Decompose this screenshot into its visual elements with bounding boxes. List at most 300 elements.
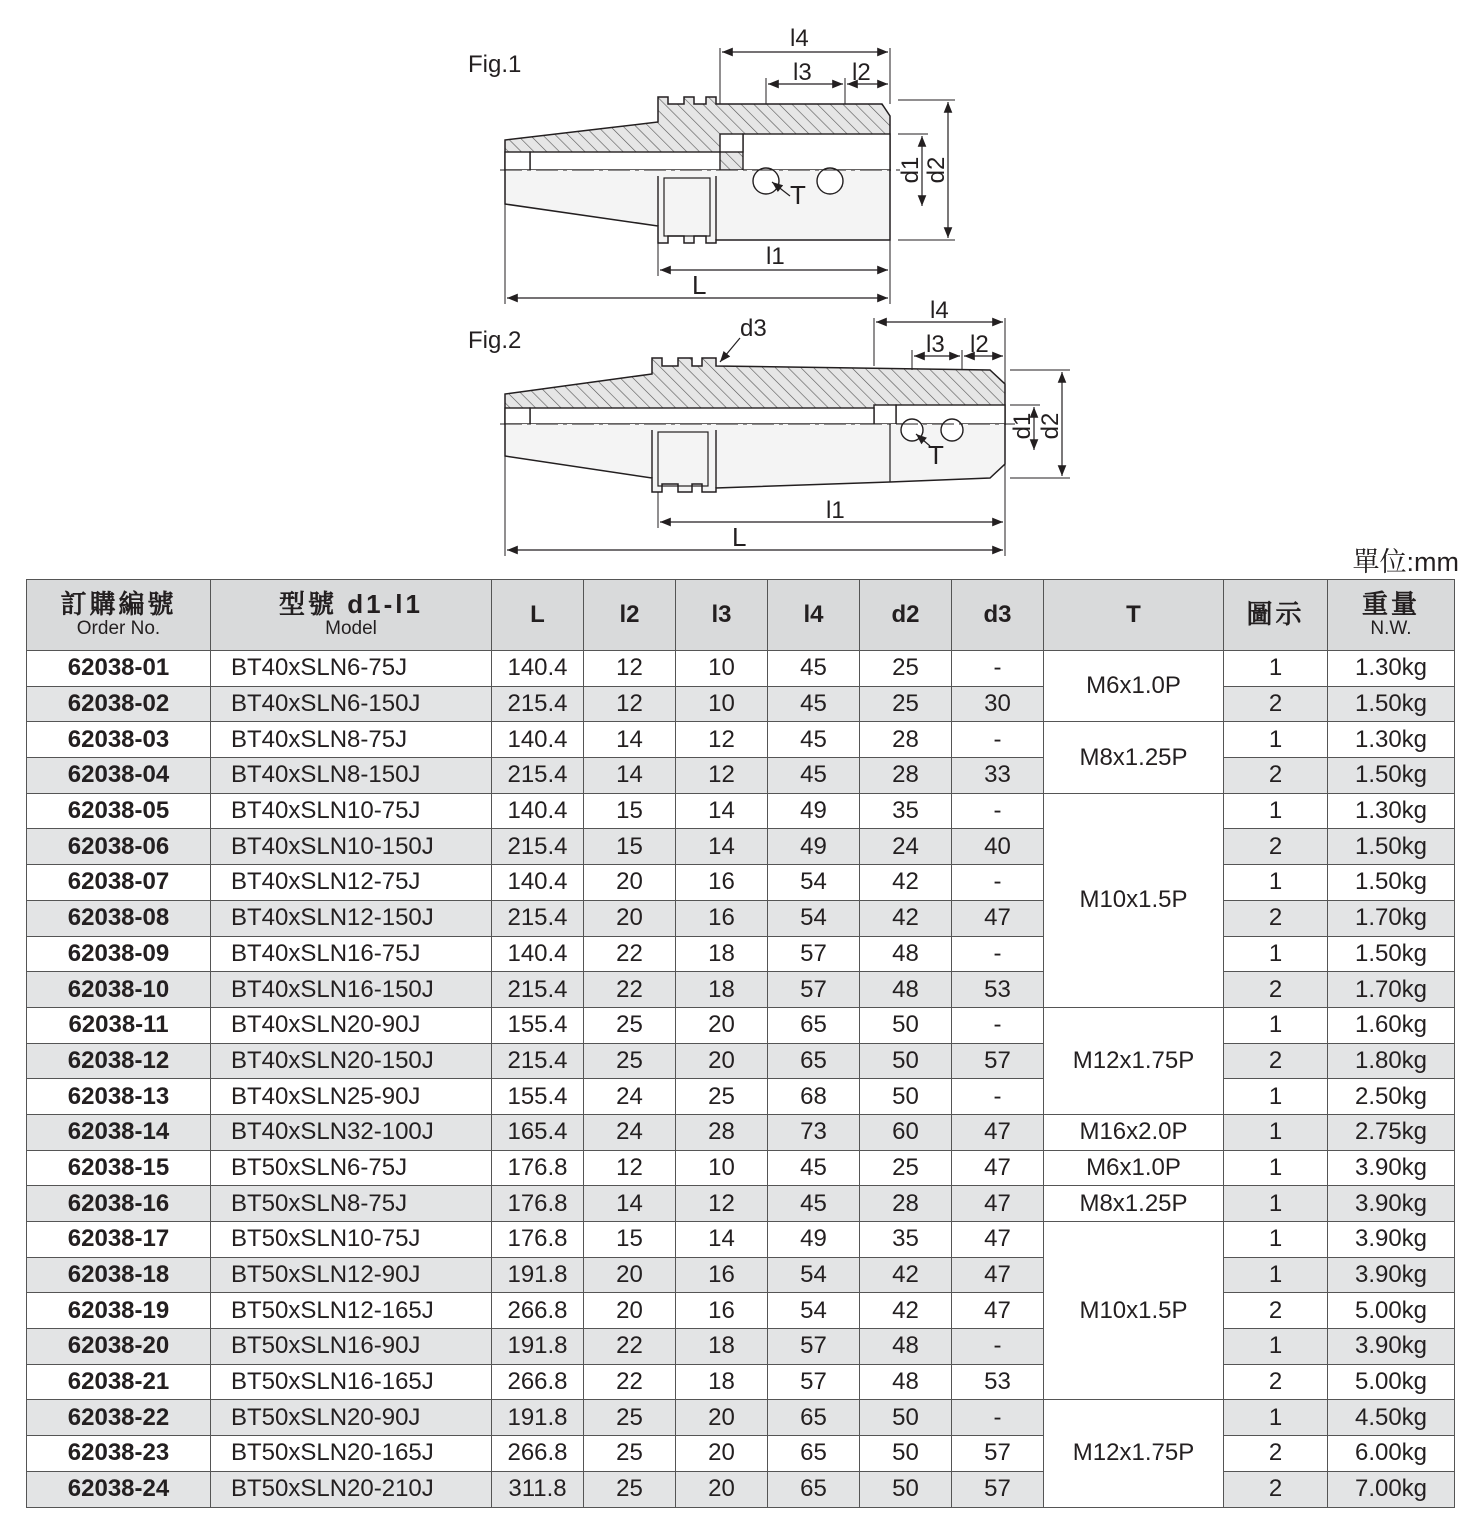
- header-model-zh: 型號 d1-l1: [279, 589, 423, 620]
- l-cell: 155.4: [492, 1079, 584, 1115]
- order-no-cell: 62038-07: [27, 865, 211, 901]
- table-row: [27, 1329, 1455, 1365]
- table-row: [27, 1222, 1455, 1258]
- l2-cell: 25: [584, 1400, 676, 1436]
- l3-cell: 20: [676, 1043, 768, 1079]
- fig-cell: 2: [1224, 1293, 1328, 1329]
- d2-cell: 28: [860, 758, 952, 794]
- model-cell: BT50xSLN8-75J: [211, 1186, 492, 1222]
- table-row: [27, 936, 1455, 972]
- l3-cell: 20: [676, 1007, 768, 1043]
- fig-cell: 1: [1224, 1222, 1328, 1258]
- order-no-cell: 62038-13: [27, 1079, 211, 1115]
- d3-cell: 57: [952, 1043, 1044, 1079]
- d3-cell: 53: [952, 1364, 1044, 1400]
- d2-cell: 42: [860, 900, 952, 936]
- l-cell: 266.8: [492, 1293, 584, 1329]
- d3-cell: -: [952, 865, 1044, 901]
- header-fig-zh: 圖示: [1246, 599, 1305, 630]
- l4-cell: 54: [768, 865, 860, 901]
- header-l2: l2: [584, 580, 676, 651]
- l2-cell: 15: [584, 1222, 676, 1258]
- table-row: [27, 829, 1455, 865]
- fig1-dim-d2-label: d2: [923, 156, 950, 184]
- fig2-T-label: T: [928, 440, 944, 470]
- table-row: [27, 722, 1455, 758]
- l3-cell: 20: [676, 1471, 768, 1507]
- fig2-screw-2: [941, 419, 963, 441]
- l3-cell: 12: [676, 1186, 768, 1222]
- model-cell: BT40xSLN20-90J: [211, 1007, 492, 1043]
- table-row: [27, 1436, 1455, 1472]
- l3-cell: 25: [676, 1079, 768, 1115]
- model-cell: BT50xSLN16-90J: [211, 1329, 492, 1365]
- order-no-cell: 62038-05: [27, 793, 211, 829]
- d2-cell: 24: [860, 829, 952, 865]
- figure-2: [468, 297, 1070, 556]
- order-no-cell: 62038-08: [27, 900, 211, 936]
- fig1-dim-l2-label: l2: [852, 59, 871, 86]
- l-cell: 140.4: [492, 936, 584, 972]
- weight-cell: 1.50kg: [1328, 936, 1455, 972]
- fig2-dim-d1-label: d1: [1009, 412, 1036, 440]
- d2-cell: 42: [860, 1257, 952, 1293]
- d3-cell: -: [952, 1329, 1044, 1365]
- weight-cell: 1.50kg: [1328, 829, 1455, 865]
- l3-cell: 20: [676, 1400, 768, 1436]
- l3-cell: 18: [676, 972, 768, 1008]
- fig-cell: 2: [1224, 758, 1328, 794]
- l2-cell: 25: [584, 1471, 676, 1507]
- fig1-dim-l4-label: l4: [790, 25, 809, 52]
- order-no-cell: 62038-14: [27, 1114, 211, 1150]
- spec-table: [26, 579, 1455, 1508]
- l3-cell: 18: [676, 1364, 768, 1400]
- model-cell: BT50xSLN10-75J: [211, 1222, 492, 1258]
- d3-cell: 30: [952, 686, 1044, 722]
- thread-cell: M12x1.75P: [1044, 1400, 1224, 1507]
- l4-cell: 65: [768, 1043, 860, 1079]
- l4-cell: 73: [768, 1114, 860, 1150]
- header-order-zh: 訂購編號: [60, 589, 177, 620]
- model-cell: BT40xSLN16-75J: [211, 936, 492, 972]
- d3-cell: 33: [952, 758, 1044, 794]
- l2-cell: 22: [584, 936, 676, 972]
- fig-cell: 2: [1224, 972, 1328, 1008]
- l3-cell: 14: [676, 793, 768, 829]
- header-model-en: Model: [325, 617, 377, 639]
- thread-cell: M12x1.75P: [1044, 1007, 1224, 1114]
- fig2-dim-l2-label: l2: [970, 331, 989, 358]
- table-row: [27, 1364, 1455, 1400]
- fig-cell: 1: [1224, 651, 1328, 687]
- d2-cell: 48: [860, 1364, 952, 1400]
- weight-cell: 3.90kg: [1328, 1186, 1455, 1222]
- l2-cell: 25: [584, 1436, 676, 1472]
- weight-cell: 5.00kg: [1328, 1293, 1455, 1329]
- header-model: [211, 580, 492, 651]
- d3-cell: 53: [952, 972, 1044, 1008]
- fig2-dim-d3-label: d3: [740, 315, 767, 342]
- table-row: [27, 1043, 1455, 1079]
- fig2-bore-step: [874, 405, 896, 424]
- header-order: [27, 580, 211, 651]
- l2-cell: 20: [584, 1257, 676, 1293]
- header-T: T: [1044, 580, 1224, 651]
- header-l3: l3: [676, 580, 768, 651]
- l-cell: 176.8: [492, 1150, 584, 1186]
- thread-cell: M6x1.0P: [1044, 651, 1224, 722]
- d3-cell: -: [952, 1007, 1044, 1043]
- table-row: [27, 1293, 1455, 1329]
- table-row: [27, 1400, 1455, 1436]
- fig2-dim-l1-label: l1: [826, 497, 845, 524]
- fig-cell: 1: [1224, 1150, 1328, 1186]
- order-no-cell: 62038-12: [27, 1043, 211, 1079]
- l-cell: 140.4: [492, 793, 584, 829]
- l4-cell: 65: [768, 1436, 860, 1472]
- d2-cell: 35: [860, 793, 952, 829]
- l3-cell: 16: [676, 1257, 768, 1293]
- l2-cell: 12: [584, 651, 676, 687]
- fig-cell: 1: [1224, 1007, 1328, 1043]
- weight-cell: 2.75kg: [1328, 1114, 1455, 1150]
- fig-cell: 1: [1224, 1114, 1328, 1150]
- l4-cell: 45: [768, 1150, 860, 1186]
- l4-cell: 49: [768, 1222, 860, 1258]
- l-cell: 215.4: [492, 972, 584, 1008]
- l3-cell: 14: [676, 829, 768, 865]
- d3-cell: 47: [952, 1150, 1044, 1186]
- l4-cell: 68: [768, 1079, 860, 1115]
- l3-cell: 16: [676, 1293, 768, 1329]
- header-fig: [1224, 580, 1328, 651]
- model-cell: BT40xSLN10-75J: [211, 793, 492, 829]
- l-cell: 311.8: [492, 1471, 584, 1507]
- table-body: [27, 651, 1455, 1508]
- l2-cell: 25: [584, 1007, 676, 1043]
- l4-cell: 45: [768, 722, 860, 758]
- weight-cell: 1.30kg: [1328, 651, 1455, 687]
- d3-cell: 47: [952, 900, 1044, 936]
- weight-cell: 1.50kg: [1328, 686, 1455, 722]
- d3-cell: -: [952, 936, 1044, 972]
- weight-cell: 3.90kg: [1328, 1257, 1455, 1293]
- fig1-screw-1: [753, 168, 779, 194]
- l2-cell: 12: [584, 686, 676, 722]
- weight-cell: 2.50kg: [1328, 1079, 1455, 1115]
- table-row: [27, 1186, 1455, 1222]
- weight-cell: 6.00kg: [1328, 1436, 1455, 1472]
- model-cell: BT40xSLN6-150J: [211, 686, 492, 722]
- model-cell: BT50xSLN6-75J: [211, 1150, 492, 1186]
- l-cell: 165.4: [492, 1114, 584, 1150]
- order-no-cell: 62038-04: [27, 758, 211, 794]
- l-cell: 140.4: [492, 722, 584, 758]
- l2-cell: 20: [584, 1293, 676, 1329]
- thread-cell: M8x1.25P: [1044, 1186, 1224, 1222]
- weight-cell: 1.70kg: [1328, 972, 1455, 1008]
- weight-cell: 1.30kg: [1328, 722, 1455, 758]
- order-no-cell: 62038-10: [27, 972, 211, 1008]
- model-cell: BT40xSLN6-75J: [211, 651, 492, 687]
- l4-cell: 54: [768, 1257, 860, 1293]
- order-no-cell: 62038-20: [27, 1329, 211, 1365]
- weight-cell: 5.00kg: [1328, 1364, 1455, 1400]
- weight-cell: 1.80kg: [1328, 1043, 1455, 1079]
- l2-cell: 15: [584, 829, 676, 865]
- model-cell: BT40xSLN8-75J: [211, 722, 492, 758]
- l4-cell: 57: [768, 1329, 860, 1365]
- d2-cell: 50: [860, 1007, 952, 1043]
- l-cell: 191.8: [492, 1257, 584, 1293]
- l4-cell: 54: [768, 900, 860, 936]
- d2-cell: 35: [860, 1222, 952, 1258]
- l-cell: 215.4: [492, 900, 584, 936]
- d3-cell: 47: [952, 1186, 1044, 1222]
- table-row: [27, 793, 1455, 829]
- l3-cell: 12: [676, 758, 768, 794]
- header-weight: [1328, 580, 1455, 651]
- l4-cell: 65: [768, 1400, 860, 1436]
- model-cell: BT50xSLN12-90J: [211, 1257, 492, 1293]
- order-no-cell: 62038-21: [27, 1364, 211, 1400]
- fig-cell: 1: [1224, 1329, 1328, 1365]
- fig1-T-label: T: [790, 180, 806, 210]
- l4-cell: 57: [768, 972, 860, 1008]
- l3-cell: 10: [676, 1150, 768, 1186]
- weight-cell: 3.90kg: [1328, 1329, 1455, 1365]
- l3-cell: 10: [676, 686, 768, 722]
- d2-cell: 42: [860, 865, 952, 901]
- header-weight-zh: 重量: [1361, 589, 1420, 620]
- header-weight-en: N.W.: [1370, 617, 1412, 639]
- order-no-cell: 62038-06: [27, 829, 211, 865]
- model-cell: BT40xSLN12-75J: [211, 865, 492, 901]
- fig2-dim-L-label: L: [732, 522, 747, 552]
- d2-cell: 60: [860, 1114, 952, 1150]
- fig-cell: 1: [1224, 793, 1328, 829]
- l4-cell: 57: [768, 936, 860, 972]
- weight-cell: 4.50kg: [1328, 1400, 1455, 1436]
- l-cell: 215.4: [492, 686, 584, 722]
- l4-cell: 49: [768, 829, 860, 865]
- l2-cell: 25: [584, 1043, 676, 1079]
- weight-cell: 1.70kg: [1328, 900, 1455, 936]
- order-no-cell: 62038-22: [27, 1400, 211, 1436]
- order-no-cell: 62038-17: [27, 1222, 211, 1258]
- header-d2: d2: [860, 580, 952, 651]
- fig-cell: 2: [1224, 1471, 1328, 1507]
- table-row: [27, 900, 1455, 936]
- order-no-cell: 62038-11: [27, 1007, 211, 1043]
- fig1-dim-d1-label: d1: [897, 156, 924, 184]
- l-cell: 140.4: [492, 865, 584, 901]
- l2-cell: 14: [584, 722, 676, 758]
- l-cell: 191.8: [492, 1400, 584, 1436]
- order-no-cell: 62038-23: [27, 1436, 211, 1472]
- model-cell: BT40xSLN12-150J: [211, 900, 492, 936]
- d2-cell: 50: [860, 1436, 952, 1472]
- l4-cell: 54: [768, 1293, 860, 1329]
- d3-cell: -: [952, 722, 1044, 758]
- fig1-drawbar-hole: [530, 152, 720, 170]
- order-no-cell: 62038-01: [27, 651, 211, 687]
- l-cell: 140.4: [492, 651, 584, 687]
- model-cell: BT40xSLN25-90J: [211, 1079, 492, 1115]
- l2-cell: 14: [584, 1186, 676, 1222]
- fig-cell: 2: [1224, 900, 1328, 936]
- model-cell: BT50xSLN20-165J: [211, 1436, 492, 1472]
- header-L: L: [492, 580, 584, 651]
- fig-cell: 1: [1224, 1186, 1328, 1222]
- order-no-cell: 62038-02: [27, 686, 211, 722]
- fig1-dim-L-label: L: [692, 270, 707, 300]
- l3-cell: 20: [676, 1436, 768, 1472]
- fig-cell: 2: [1224, 1364, 1328, 1400]
- d2-cell: 48: [860, 972, 952, 1008]
- d3-cell: -: [952, 1079, 1044, 1115]
- l-cell: 266.8: [492, 1436, 584, 1472]
- d3-cell: -: [952, 651, 1044, 687]
- thread-cell: M6x1.0P: [1044, 1150, 1224, 1186]
- l3-cell: 18: [676, 1329, 768, 1365]
- model-cell: BT40xSLN20-150J: [211, 1043, 492, 1079]
- fig1-bore: [743, 134, 890, 170]
- fig-cell: 1: [1224, 722, 1328, 758]
- l-cell: 215.4: [492, 1043, 584, 1079]
- d3-cell: 47: [952, 1114, 1044, 1150]
- figure-1: [468, 25, 955, 304]
- order-no-cell: 62038-15: [27, 1150, 211, 1186]
- weight-cell: 1.30kg: [1328, 793, 1455, 829]
- l-cell: 191.8: [492, 1329, 584, 1365]
- l-cell: 215.4: [492, 758, 584, 794]
- fig2-label: Fig.2: [468, 327, 522, 354]
- header-l4: l4: [768, 580, 860, 651]
- model-cell: BT40xSLN10-150J: [211, 829, 492, 865]
- fig1-bore-step: [720, 134, 743, 152]
- d2-cell: 42: [860, 1293, 952, 1329]
- l2-cell: 12: [584, 1150, 676, 1186]
- order-no-cell: 62038-16: [27, 1186, 211, 1222]
- d3-cell: -: [952, 1400, 1044, 1436]
- weight-cell: 1.50kg: [1328, 865, 1455, 901]
- l4-cell: 65: [768, 1471, 860, 1507]
- d2-cell: 50: [860, 1079, 952, 1115]
- fig-cell: 1: [1224, 1400, 1328, 1436]
- d2-cell: 50: [860, 1043, 952, 1079]
- d3-cell: 57: [952, 1471, 1044, 1507]
- table-row: [27, 651, 1455, 687]
- table-row: [27, 758, 1455, 794]
- model-cell: BT50xSLN20-90J: [211, 1400, 492, 1436]
- l4-cell: 45: [768, 651, 860, 687]
- weight-cell: 1.60kg: [1328, 1007, 1455, 1043]
- fig-cell: 1: [1224, 865, 1328, 901]
- order-no-cell: 62038-19: [27, 1293, 211, 1329]
- fig1-dim-l1-label: l1: [766, 243, 785, 270]
- l2-cell: 20: [584, 865, 676, 901]
- weight-cell: 1.50kg: [1328, 758, 1455, 794]
- d2-cell: 50: [860, 1400, 952, 1436]
- table-row: [27, 972, 1455, 1008]
- d3-cell: 47: [952, 1222, 1044, 1258]
- d2-cell: 25: [860, 651, 952, 687]
- fig2-d3-leader: [720, 338, 740, 362]
- l-cell: 176.8: [492, 1222, 584, 1258]
- l4-cell: 45: [768, 1186, 860, 1222]
- fig1-screw-2: [817, 168, 843, 194]
- d2-cell: 25: [860, 686, 952, 722]
- d2-cell: 48: [860, 936, 952, 972]
- model-cell: BT50xSLN20-210J: [211, 1471, 492, 1507]
- l4-cell: 49: [768, 793, 860, 829]
- fig-cell: 1: [1224, 1079, 1328, 1115]
- model-cell: BT40xSLN32-100J: [211, 1114, 492, 1150]
- header-d3: d3: [952, 580, 1044, 651]
- l3-cell: 10: [676, 651, 768, 687]
- table-row: [27, 1007, 1455, 1043]
- order-no-cell: 62038-24: [27, 1471, 211, 1507]
- fig-cell: 2: [1224, 1043, 1328, 1079]
- table-header-row: [27, 580, 1455, 651]
- l4-cell: 45: [768, 758, 860, 794]
- l3-cell: 28: [676, 1114, 768, 1150]
- d3-cell: 47: [952, 1293, 1044, 1329]
- fig-cell: 2: [1224, 1436, 1328, 1472]
- fig2-dim-d2-label: d2: [1037, 412, 1064, 440]
- fig2-dim-l3-label: l3: [926, 331, 945, 358]
- fig2-drawbar-hole: [530, 408, 874, 424]
- header-order-en: Order No.: [76, 617, 161, 639]
- table-row: [27, 1150, 1455, 1186]
- unit-label: 單位:mm: [1352, 547, 1459, 577]
- table-row: [27, 1079, 1455, 1115]
- l2-cell: 24: [584, 1114, 676, 1150]
- l2-cell: 22: [584, 972, 676, 1008]
- thread-cell: M16x2.0P: [1044, 1114, 1224, 1150]
- d2-cell: 28: [860, 722, 952, 758]
- fig1-dim-l3-label: l3: [793, 59, 812, 86]
- d3-cell: 47: [952, 1257, 1044, 1293]
- d2-cell: 48: [860, 1329, 952, 1365]
- fig-cell: 1: [1224, 1257, 1328, 1293]
- table-row: [27, 865, 1455, 901]
- d2-cell: 28: [860, 1186, 952, 1222]
- l3-cell: 14: [676, 1222, 768, 1258]
- l2-cell: 15: [584, 793, 676, 829]
- drawings-area: [0, 0, 1475, 560]
- model-cell: BT40xSLN16-150J: [211, 972, 492, 1008]
- model-cell: BT40xSLN8-150J: [211, 758, 492, 794]
- d3-cell: 57: [952, 1436, 1044, 1472]
- weight-cell: 7.00kg: [1328, 1471, 1455, 1507]
- fig2-thread-start: [505, 408, 530, 424]
- l2-cell: 14: [584, 758, 676, 794]
- l4-cell: 65: [768, 1007, 860, 1043]
- d3-cell: 40: [952, 829, 1044, 865]
- order-no-cell: 62038-09: [27, 936, 211, 972]
- l2-cell: 24: [584, 1079, 676, 1115]
- table-row: [27, 1257, 1455, 1293]
- l4-cell: 45: [768, 686, 860, 722]
- table-row: [27, 686, 1455, 722]
- l3-cell: 16: [676, 865, 768, 901]
- fig1-label: Fig.1: [468, 51, 522, 78]
- l2-cell: 22: [584, 1364, 676, 1400]
- d2-cell: 50: [860, 1471, 952, 1507]
